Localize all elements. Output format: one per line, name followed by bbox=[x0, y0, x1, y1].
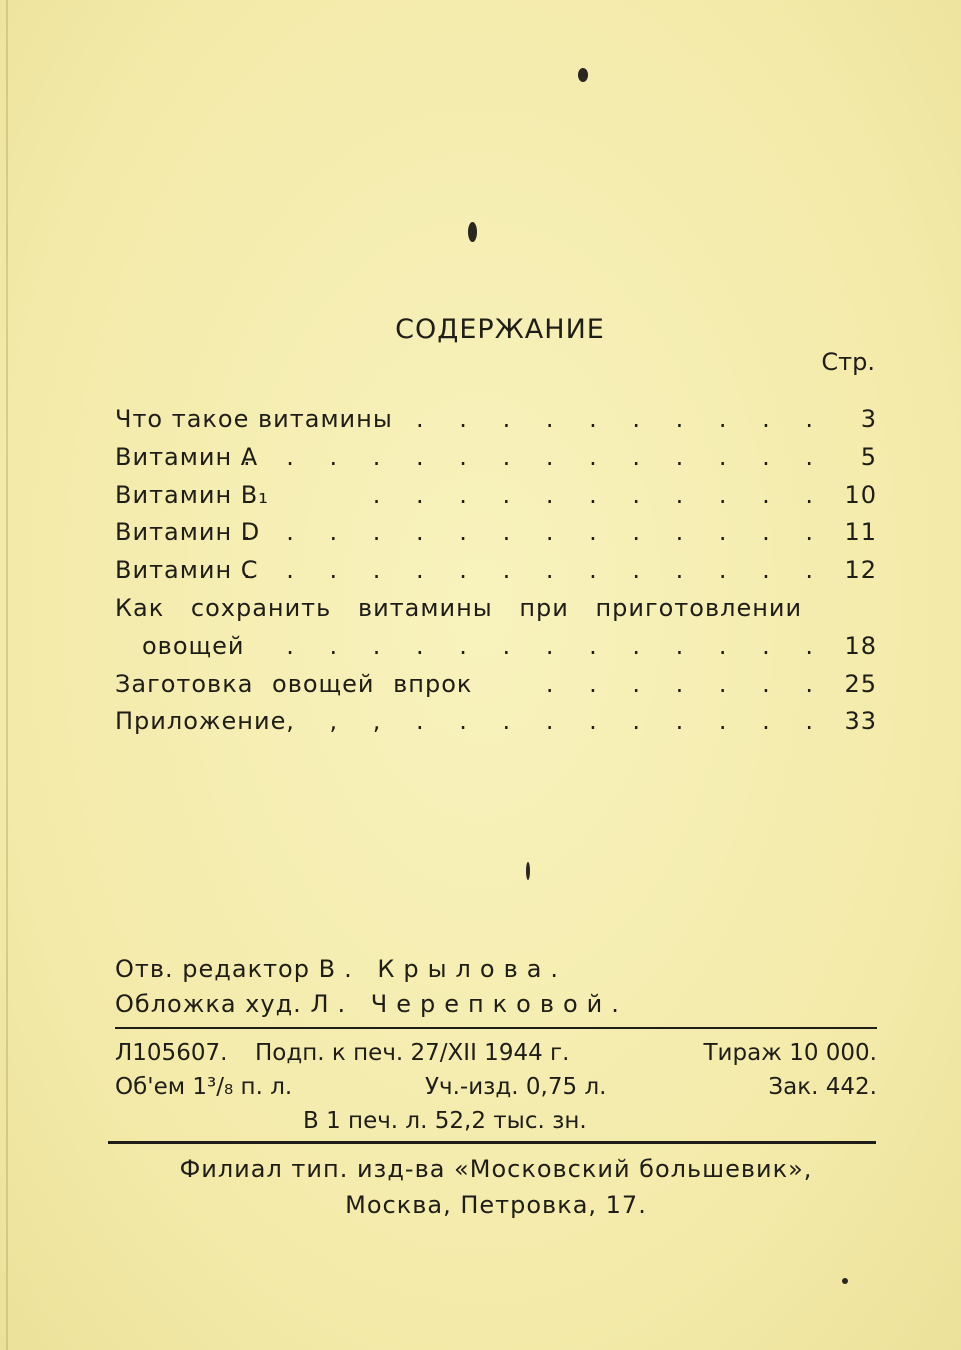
toc-entry bbox=[115, 443, 877, 481]
cover-line bbox=[115, 990, 628, 1025]
toc-entry-page: 3 bbox=[860, 405, 877, 433]
print-run: Тираж 10 000. bbox=[703, 1040, 877, 1066]
toc-entry bbox=[115, 556, 877, 594]
ink-speck bbox=[526, 862, 530, 880]
toc-entry-title: Витамин B₁ bbox=[115, 480, 269, 509]
imprint-line bbox=[115, 1040, 877, 1074]
leader-dots: . . . . . . . . . . . . . . bbox=[243, 518, 827, 547]
left-page-edge bbox=[6, 0, 8, 1350]
toc-entry-page: 18 bbox=[844, 631, 877, 660]
editor-name: В. Крылова. bbox=[318, 955, 568, 983]
leader-dots: . . . . . . . . . . . bbox=[372, 480, 827, 509]
ink-speck bbox=[842, 1278, 848, 1284]
printer-name: Филиал тип. изд-ва «Московский большевик», bbox=[179, 1155, 813, 1183]
signed-to-print: Подп. к печ. 27/XII 1944 г. bbox=[255, 1040, 570, 1066]
toc-entry bbox=[115, 632, 877, 670]
toc-entry-page: 25 bbox=[844, 669, 877, 698]
toc-entry bbox=[115, 405, 877, 443]
toc-entry bbox=[115, 670, 877, 708]
toc-entry-title: Витамин D bbox=[115, 518, 261, 547]
divider-rule bbox=[115, 1027, 877, 1029]
edition-sheets: Уч.-изд. 0,75 л. bbox=[425, 1074, 607, 1100]
leader-dots: . . . . . . . bbox=[545, 669, 827, 698]
divider-rule bbox=[108, 1141, 876, 1144]
toc-entry-page: 11 bbox=[844, 518, 877, 547]
toc-entry-title: Приложение bbox=[115, 707, 287, 736]
credits bbox=[115, 955, 628, 1025]
toc-entry-page: 33 bbox=[844, 707, 877, 736]
printer-info bbox=[115, 1155, 877, 1227]
ink-speck bbox=[468, 222, 477, 242]
toc-entry-title: овощей bbox=[142, 631, 245, 660]
editor-line bbox=[115, 955, 628, 990]
imprint-line bbox=[115, 1108, 877, 1142]
leader-dots: . . . . . . . . . . . . . . bbox=[243, 442, 827, 471]
toc-entry bbox=[115, 481, 877, 519]
toc-entry bbox=[115, 594, 877, 632]
toc-entry-page: 10 bbox=[844, 480, 877, 509]
toc-entry-page: 5 bbox=[860, 442, 877, 471]
leader-dots: , , , . . . . . . . . . . bbox=[286, 707, 827, 736]
volume: Об'ем 1³/₈ п. л. bbox=[115, 1074, 293, 1100]
leader-dots: . . . . . . . . . . . . . . bbox=[243, 556, 827, 585]
order-number: Зак. 442. bbox=[768, 1074, 877, 1100]
toc-heading: СОДЕРЖАНИЕ bbox=[395, 314, 605, 345]
leader-dots: . . . . . . . . . . bbox=[416, 405, 827, 433]
imprint-block bbox=[115, 1040, 877, 1142]
toc-entry-title: Витамин A bbox=[115, 442, 259, 471]
leader-dots: . . . . . . . . . . . . . bbox=[286, 631, 827, 660]
cover-artist-label: Обложка худ. bbox=[115, 990, 302, 1018]
table-of-contents bbox=[115, 405, 877, 745]
toc-entry-title: Как сохранить витамины при приготовлении bbox=[115, 593, 803, 622]
ink-speck bbox=[578, 68, 588, 82]
toc-entry bbox=[115, 707, 877, 745]
characters-per-sheet: В 1 печ. л. 52,2 тыс. зн. bbox=[303, 1108, 587, 1134]
toc-entry-page: 12 bbox=[844, 556, 877, 585]
imprint-line bbox=[115, 1074, 877, 1108]
printer-address: Москва, Петровка, 17. bbox=[345, 1191, 647, 1219]
toc-entry bbox=[115, 518, 877, 556]
toc-entry-title: Что такое витамины bbox=[115, 405, 393, 433]
toc-entry-title: Витамин C bbox=[115, 556, 259, 585]
toc-entry-title: Заготовка овощей впрок bbox=[115, 669, 473, 698]
page-column-label: Стр. bbox=[821, 348, 875, 376]
order-code: Л105607. bbox=[115, 1040, 228, 1066]
cover-artist-name: Л. Черепковой. bbox=[310, 990, 628, 1018]
editor-label: Отв. редактор bbox=[115, 955, 310, 983]
